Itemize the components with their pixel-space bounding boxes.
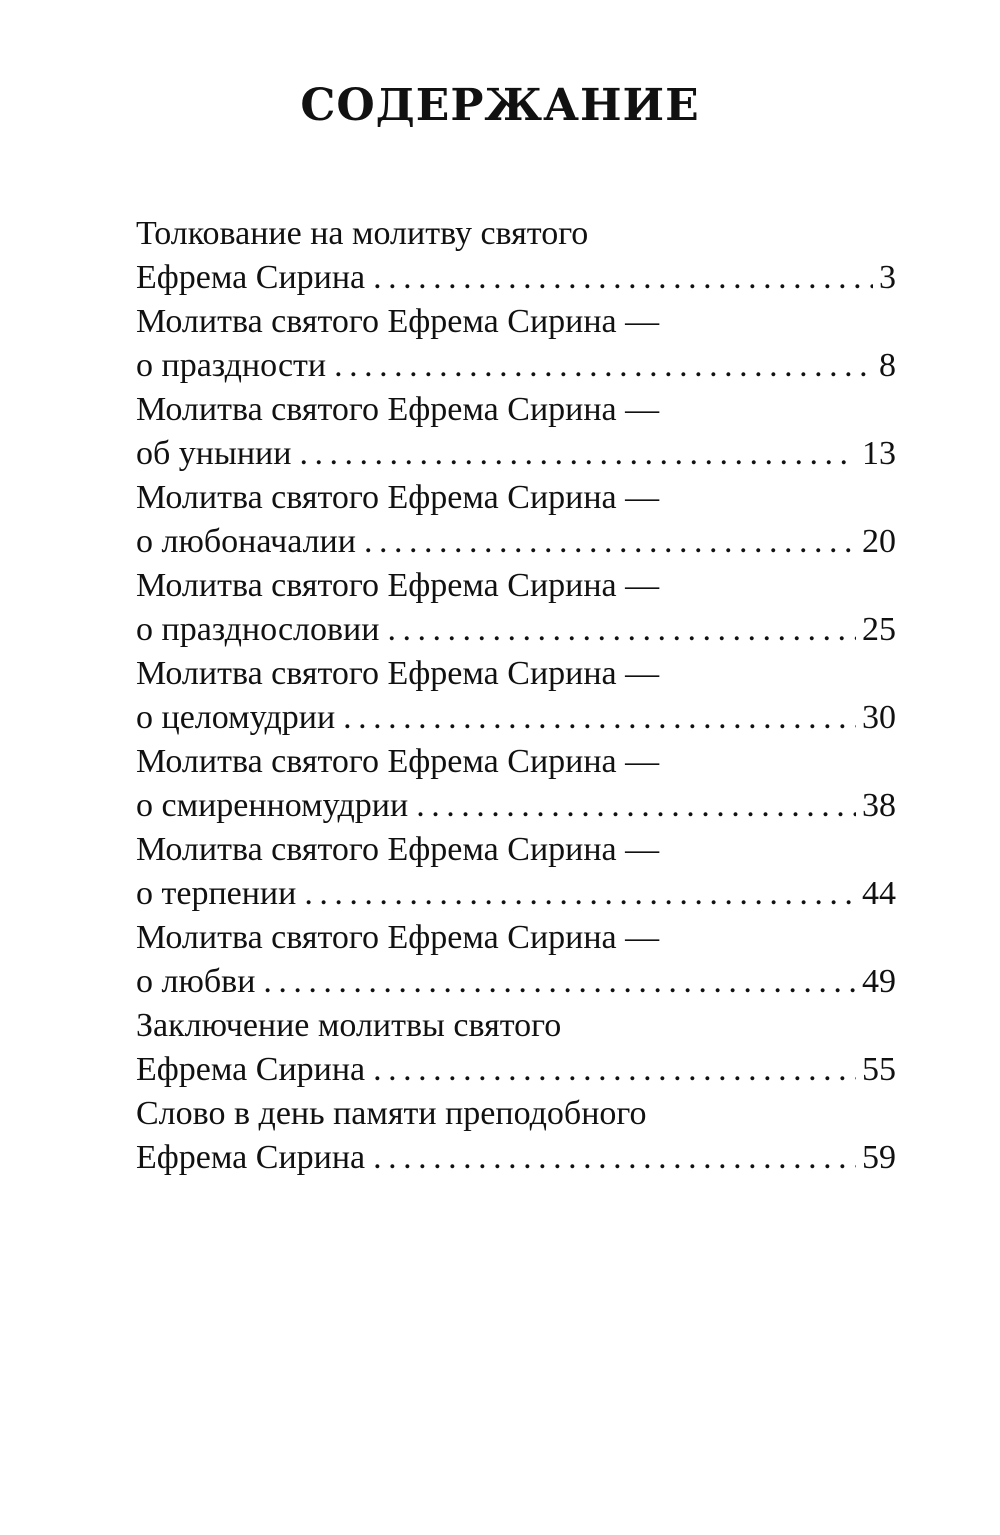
toc-page-number: 59: [862, 1139, 896, 1176]
toc-entry-line2: [136, 872, 896, 916]
dot-leader: [364, 520, 856, 564]
toc-entry-line2: [136, 784, 896, 828]
dot-leader: [373, 1136, 856, 1180]
toc-entry-line2: [136, 1048, 896, 1092]
toc-entry-line2: [136, 344, 896, 388]
toc-entry: [136, 652, 896, 740]
toc-entry-title-line2: Ефрема Сирина: [136, 259, 366, 296]
dot-leader: [343, 696, 856, 740]
toc-entry-title-line1: Молитва святого Ефрема Сирина —: [136, 567, 660, 604]
toc-entry-title-line2: Ефрема Сирина: [136, 1139, 366, 1176]
toc-entry-line2: [136, 960, 896, 1004]
toc-entry-title-line1: Молитва святого Ефрема Сирина —: [136, 831, 660, 868]
toc-page-number: 49: [862, 963, 896, 1000]
toc-page-number: 20: [862, 523, 896, 560]
toc-entry-line2: [136, 432, 896, 476]
toc-entry: [136, 300, 896, 388]
toc-entry-title-line2: Ефрема Сирина: [136, 1051, 366, 1088]
toc-entry-title-line1: Молитва святого Ефрема Сирина —: [136, 479, 660, 516]
toc-entry-title-line1: Заключение молитвы святого: [136, 1007, 562, 1044]
toc-page-number: 8: [879, 347, 896, 384]
toc-entry: [136, 916, 896, 1004]
toc-entry-title-line1: Молитва святого Ефрема Сирина —: [136, 391, 660, 428]
toc-entry-title-line1: Толкование на молитву святого: [136, 215, 589, 252]
toc-entry-line2: [136, 608, 896, 652]
toc-entry-title-line1: Молитва святого Ефрема Сирина —: [136, 919, 660, 956]
toc-page-number: 44: [862, 875, 896, 912]
toc-page-number: 13: [862, 435, 896, 472]
table-of-contents: [136, 212, 896, 1180]
toc-entry-title-line1: Молитва святого Ефрема Сирина —: [136, 743, 660, 780]
toc-entry-line2: [136, 520, 896, 564]
toc-entry: [136, 476, 896, 564]
page-title: СОДЕРЖАНИЕ: [300, 80, 700, 131]
toc-page-number: 25: [862, 611, 896, 648]
toc-entry-title-line2: о смиренномудрии: [136, 787, 409, 824]
toc-page-number: 38: [862, 787, 896, 824]
dot-leader: [334, 344, 873, 388]
toc-entry: [136, 740, 896, 828]
toc-entry-title-line2: о любоначалии: [136, 523, 356, 560]
toc-entry-title-line2: о целомудрии: [136, 699, 336, 736]
toc-entry-line2: [136, 256, 896, 300]
toc-page-number: 30: [862, 699, 896, 736]
dot-leader: [373, 256, 873, 300]
toc-entry-title-line2: об унынии: [136, 435, 292, 472]
toc-entry-title-line1: Молитва святого Ефрема Сирина —: [136, 303, 660, 340]
toc-entry-title-line2: о терпении: [136, 875, 297, 912]
toc-entry-title-line1: Слово в день памяти преподобного: [136, 1095, 647, 1132]
dot-leader: [416, 784, 856, 828]
dot-leader: [263, 960, 856, 1004]
toc-entry-title-line2: о праздности: [136, 347, 327, 384]
toc-entry: [136, 388, 896, 476]
dot-leader: [373, 1048, 856, 1092]
toc-entry: [136, 1004, 896, 1092]
toc-entry-line2: [136, 1136, 896, 1180]
toc-entry: [136, 1092, 896, 1180]
dot-leader: [299, 432, 856, 476]
toc-entry: [136, 212, 896, 300]
toc-entry-title-line2: о празднословии: [136, 611, 380, 648]
toc-entry-title-line1: Молитва святого Ефрема Сирина —: [136, 655, 660, 692]
dot-leader: [304, 872, 856, 916]
toc-page-number: 55: [862, 1051, 896, 1088]
toc-entry-title-line2: о любви: [136, 963, 256, 1000]
toc-entry: [136, 828, 896, 916]
toc-entry: [136, 564, 896, 652]
dot-leader: [387, 608, 856, 652]
toc-page-number: 3: [879, 259, 896, 296]
toc-entry-line2: [136, 696, 896, 740]
